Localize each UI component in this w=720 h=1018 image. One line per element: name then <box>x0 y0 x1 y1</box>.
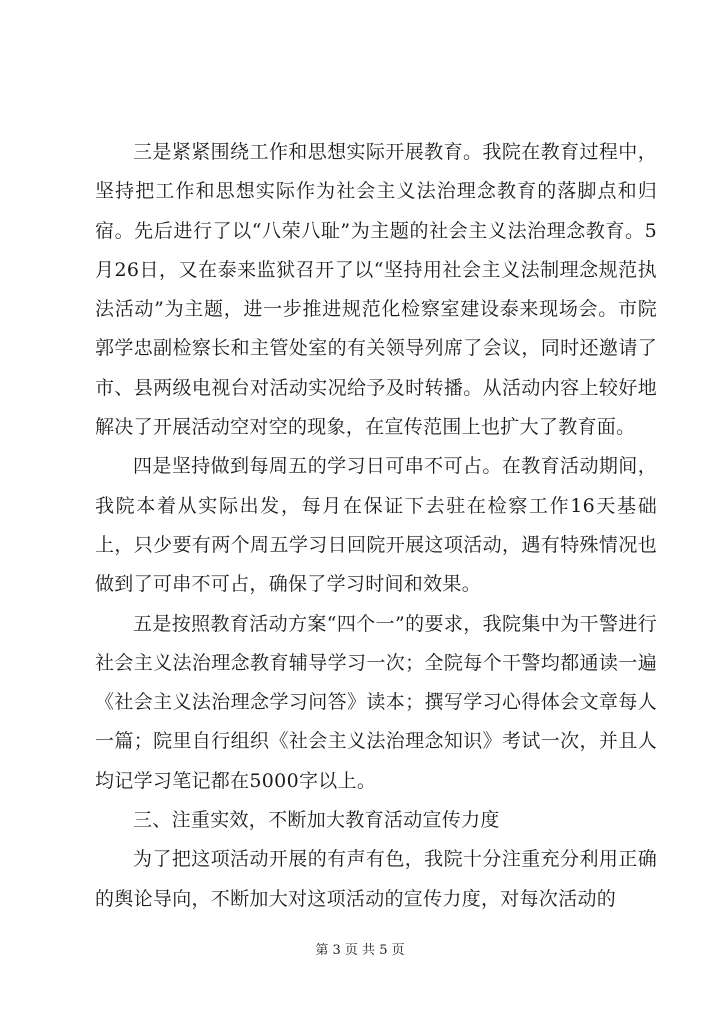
paragraph-final: 为了把这项活动开展的有声有色，我院十分注重充分利用正确的舆论导向，不断加大对这项活动的宣传力度，对每次活动的 <box>95 848 657 910</box>
paragraph-5: 五是按照教育活动方案“四个一”的要求，我院集中为干警进行社会主义法治理念教育辅导学习一次；全院每个干警均都通读一遍《社会主义法治理念学习问答》读本；撰写学习心得体会文章每人一篇；院里自行组织《社会主义法治理念知识》考试一次，并且人均记学习笔记都在5000字以上。 <box>95 612 657 792</box>
document-body <box>95 133 657 919</box>
paragraph-4: 四是坚持做到每周五的学习日可串不可占。在教育活动期间，我院本着从实际出发，每月在保证下去驻在检察工作16天基础上，只少要有两个周五学习日回院开展这项活动，遇有特殊情况也做到了可串不可占，确保了学习时间和效果。 <box>95 455 657 596</box>
page-number-footer: 第 3 页 共 5 页 <box>315 943 405 958</box>
section-heading: 三、注重实效，不断加大教育活动宣传力度 <box>133 809 500 832</box>
paragraph-3: 三是紧紧围绕工作和思想实际开展教育。我院在教育过程中，坚持把工作和思想实际作为社会主义法治理念教育的落脚点和归宿。先后进行了以“八荣八耻”为主题的社会主义法治理念教育。5月26日，又在泰来监狱召开了以“坚持用社会主义法制理念规范执法活动”为主题，进一步推进规范化检察室建设泰来现场会。市院郭学忠副检察长和主管处室的有关领导列席了会议，同时还邀请了市、县两级电视台对活动实况给予及时转播。从活动内容上较好地解决了开展活动空对空的现象，在宣传范围上也扩大了教育面。 <box>95 141 657 439</box>
